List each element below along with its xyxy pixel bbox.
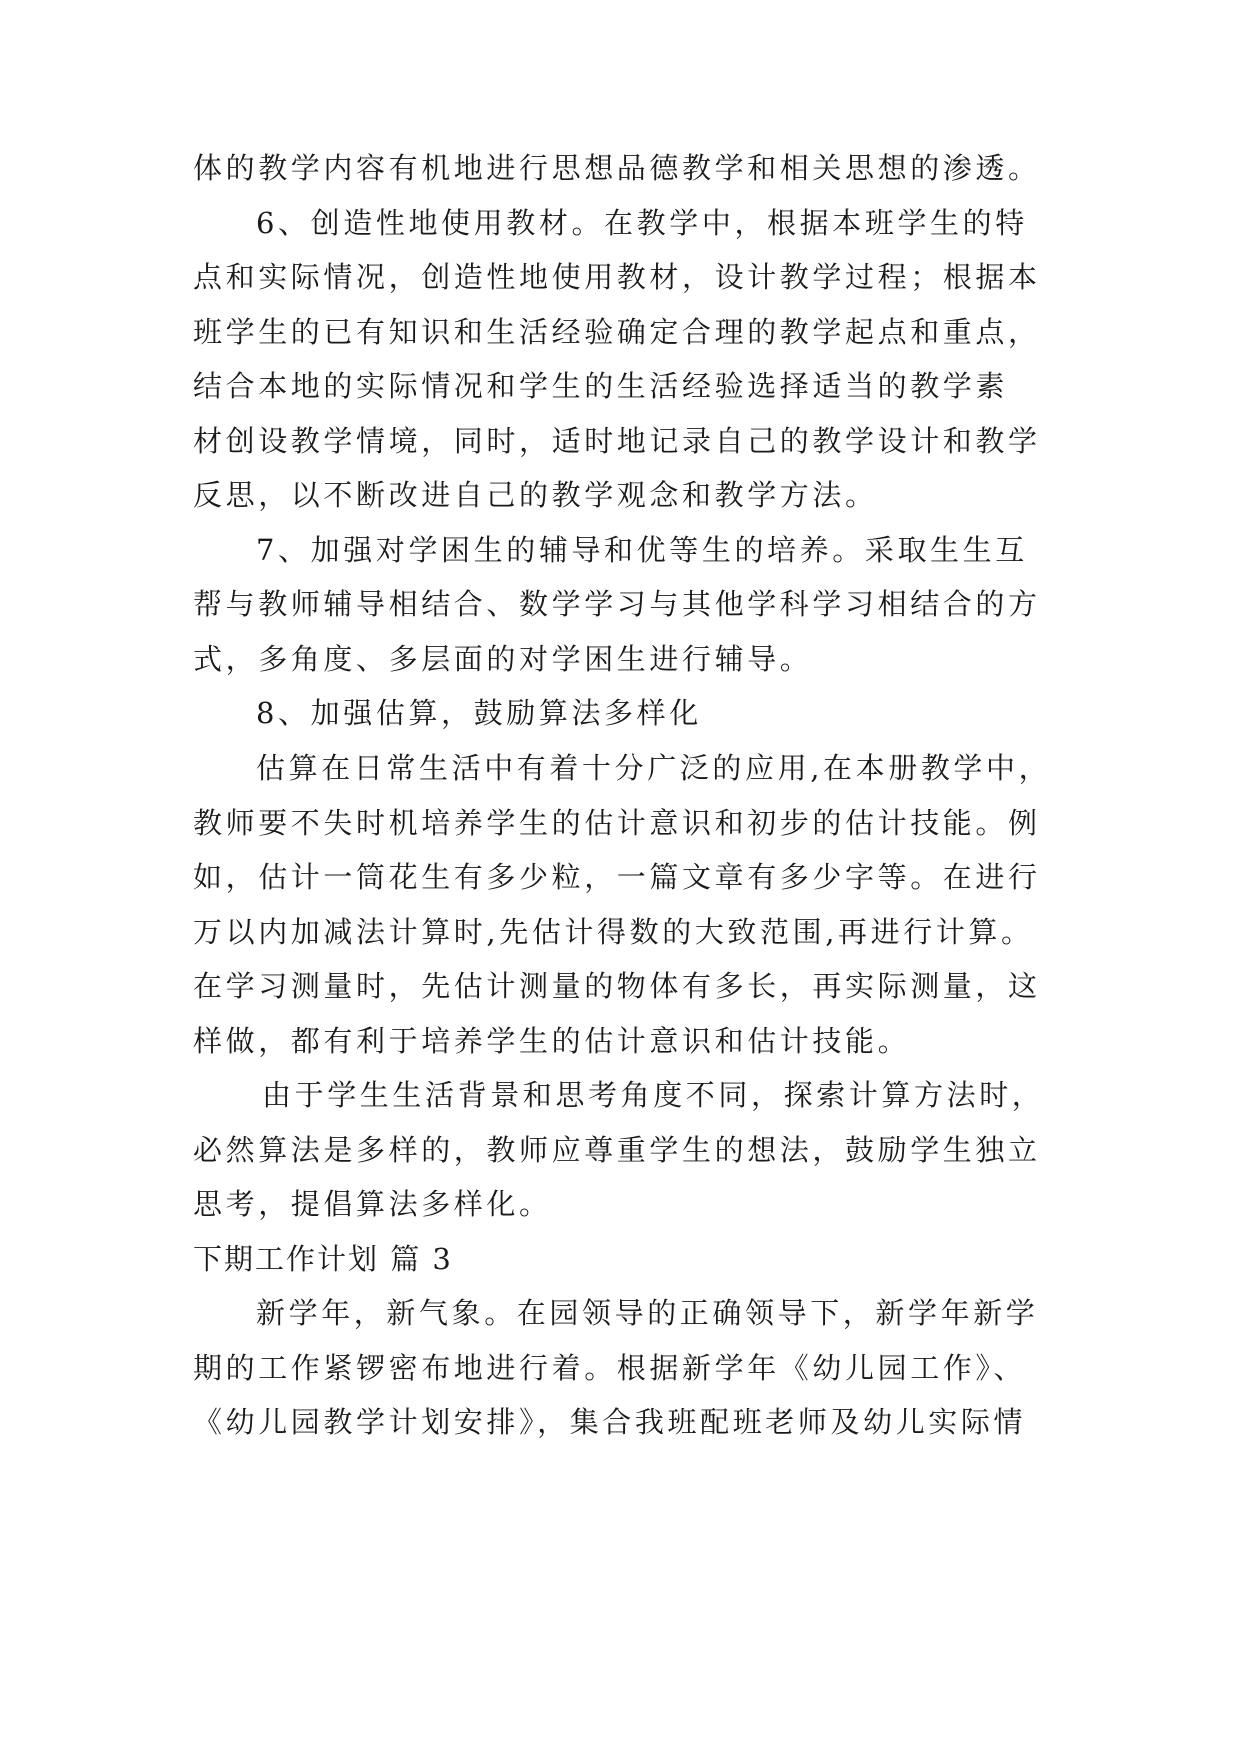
text-line: 7、加强对学困生的辅导和优等生的培养。采取生生互 — [256, 533, 1028, 567]
text-line: 6、创造性地使用教材。在教学中，根据本班学生的特 — [256, 206, 1028, 240]
text-line: 教师要不失时机培养学生的估计意识和初步的估计技能。例 — [193, 806, 1041, 840]
text-line: 估算在日常生活中有着十分广泛的应用,在本册教学中， — [256, 751, 1052, 785]
text-line: 必然算法是多样的，教师应尊重学生的想法，鼓励学生独立 — [193, 1133, 1041, 1167]
text-line: 期的工作紧锣密布地进行着。根据新学年《幼儿园工作》、 — [193, 1351, 1027, 1385]
text-line: 反思，以不断改进自己的教学观念和教学方法。 — [193, 478, 878, 512]
text-line: 思考，提倡算法多样化。 — [193, 1187, 552, 1221]
text-line: 样做，都有利于培养学生的估计意识和估计技能。 — [193, 1024, 911, 1058]
text-line: 班学生的已有知识和生活经验确定合理的教学起点和重点， — [193, 315, 1041, 349]
text-line: 如，估计一筒花生有多少粒，一篇文章有多少字等。在进行 — [193, 860, 1041, 894]
text-line: 结合本地的实际情况和学生的生活经验选择适当的教学素 — [193, 369, 1009, 403]
text-line: 《幼儿园教学计划安排》，集合我班配班老师及幼儿实际情 — [193, 1405, 1027, 1439]
text-line: 点和实际情况，创造性地使用教材，设计教学过程；根据本 — [193, 260, 1041, 294]
section-title: 下期工作计划 篇 3 — [193, 1242, 453, 1276]
text-line: 万以内加减法计算时,先估计得数的大致范围,再进行计算。 — [193, 915, 1034, 949]
text-line: 式，多角度、多层面的对学困生进行辅导。 — [193, 642, 813, 676]
text-line: 帮与教师辅导相结合、数学学习与其他学科学习相结合的方 — [193, 587, 1041, 621]
text-line: 在学习测量时，先估计测量的物体有多长，再实际测量，这 — [193, 969, 1041, 1003]
text-line: 体的教学内容有机地进行思想品德教学和相关思想的渗透。 — [193, 151, 1041, 185]
text-line: 由于学生生活背景和思考角度不同，探索计算方法时， — [262, 1078, 1045, 1112]
text-line: 新学年，新气象。在园领导的正确领导下，新学年新学 — [256, 1296, 1039, 1330]
section-heading: 8、加强估算，鼓励算法多样化 — [256, 696, 702, 730]
text-line: 材创设教学情境，同时，适时地记录自己的教学设计和教学 — [193, 424, 1041, 458]
